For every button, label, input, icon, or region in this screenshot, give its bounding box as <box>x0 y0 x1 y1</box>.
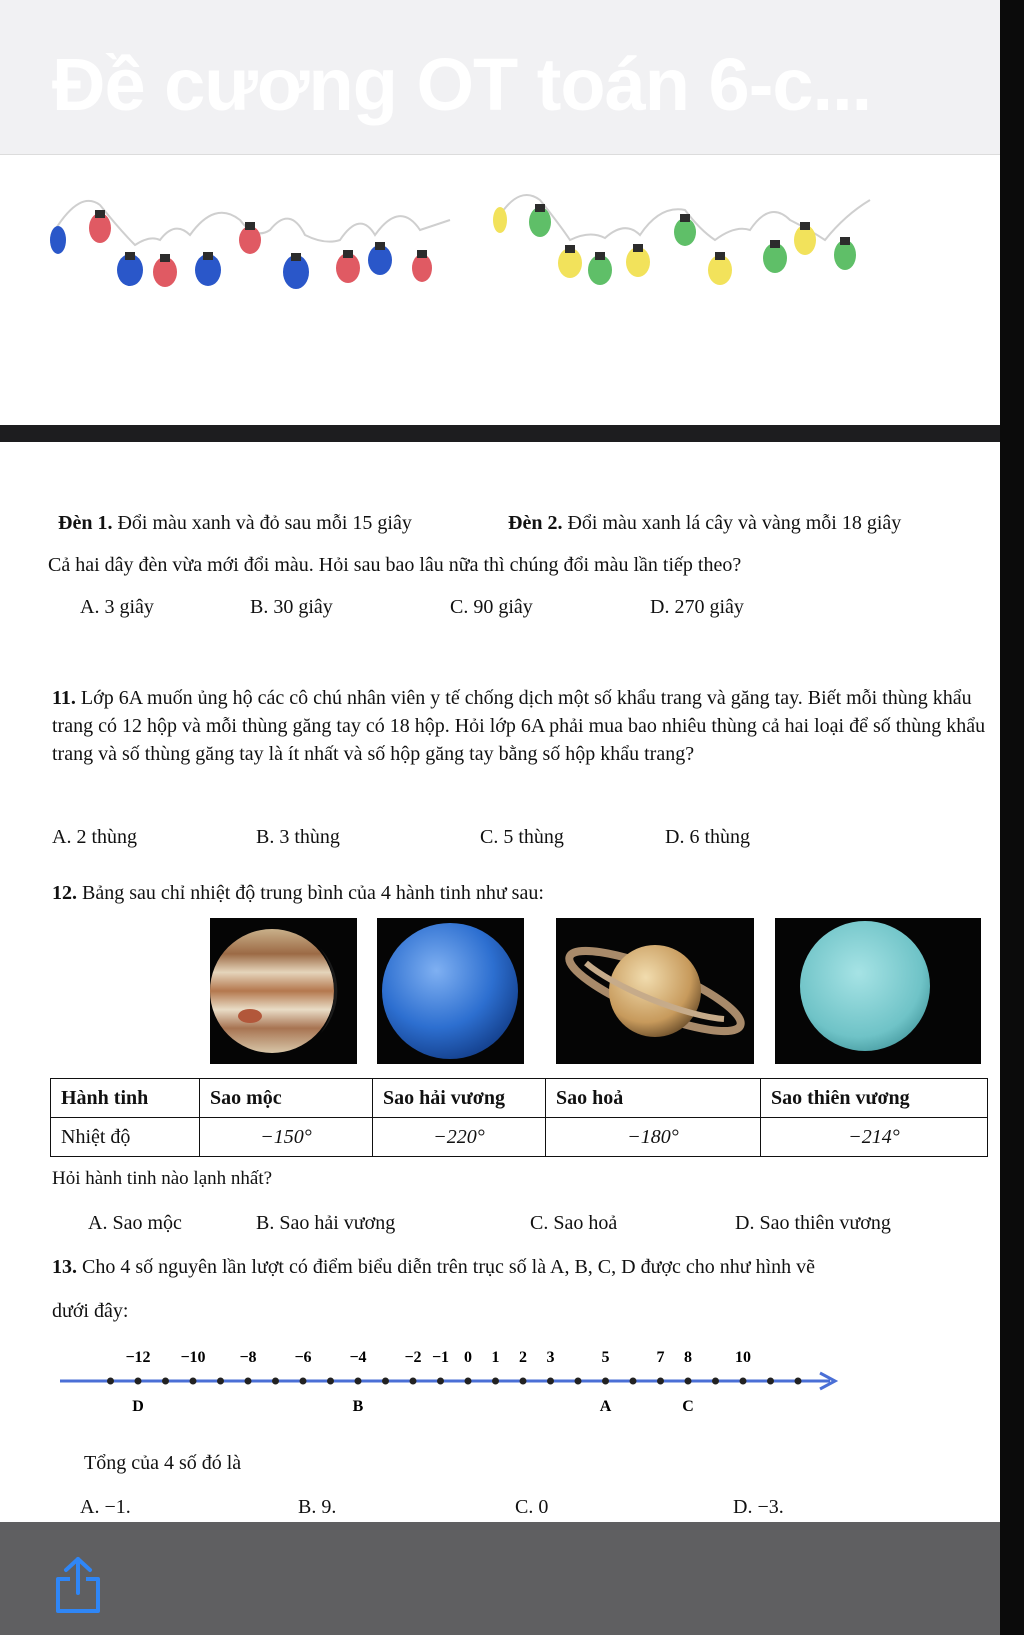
point-label-A: A <box>599 1398 612 1415</box>
light-string-1 <box>50 201 450 289</box>
header-divider <box>0 154 1000 155</box>
axis-tick <box>547 1378 554 1385</box>
axis-tick-label: 0 <box>464 1349 472 1366</box>
q13-text-2: dưới đây: <box>52 1300 129 1322</box>
axis-tick <box>685 1378 692 1385</box>
q11-option-d: D. 6 thùng <box>665 826 750 848</box>
q12-intro: 12. Bảng sau chỉ nhiệt độ trung bình của 4 hành tinh như sau: <box>52 882 544 904</box>
christmas-lights-image <box>40 160 920 310</box>
axis-tick-label: 1 <box>491 1349 500 1366</box>
axis-tick <box>217 1378 224 1385</box>
q11-option-c: C. 5 thùng <box>480 826 564 848</box>
q10-option-a: A. 3 giây <box>80 596 154 618</box>
app-header <box>0 0 1000 155</box>
q11-option-b: B. 3 thùng <box>256 826 340 848</box>
axis-tick <box>437 1378 444 1385</box>
q12-question: Hỏi hành tinh nào lạnh nhất? <box>52 1168 273 1189</box>
axis-tick <box>272 1378 279 1385</box>
axis-tick <box>245 1378 252 1385</box>
axis-tick-label: −2 <box>404 1349 422 1366</box>
axis-tick <box>520 1378 527 1385</box>
q12-option-d: D. Sao thiên vương <box>735 1212 891 1234</box>
axis-tick-label: 5 <box>601 1349 610 1366</box>
number-line <box>60 1345 840 1425</box>
q13-option-b: B. 9. <box>298 1496 337 1518</box>
axis-tick <box>492 1378 499 1385</box>
temperature-table <box>50 1078 988 1157</box>
share-icon <box>52 1555 104 1615</box>
axis-tick <box>575 1378 582 1385</box>
light-string-2 <box>493 195 870 285</box>
table-row <box>51 1079 988 1118</box>
q12-option-a: A. Sao mộc <box>88 1212 182 1234</box>
axis-tick-label: −1 <box>431 1349 450 1366</box>
table-cell: Sao mộc <box>200 1079 373 1118</box>
axis-tick-label: −12 <box>125 1349 151 1366</box>
q13-sum-text: Tổng của 4 số đó là <box>84 1452 242 1474</box>
jupiter-image <box>210 918 357 1064</box>
axis-tick <box>657 1378 664 1385</box>
q11-text: 11. Lớp 6A muốn ủng hộ các cô chú nhân viên y tế chống dịch một số khẩu trang và găng tay. Biết mỗi thùng khẩu trang có 12 hộp và mỗi thùng găng tay có 18 hộp. Hỏi lớp 6A phải mua bao nhiêu thùng cả hai loại để số thùng khẩu trang và số thùng găng tay là ít nhất và số hộp găng tay bằng số hộp khẩu trang? <box>52 687 986 765</box>
q13-text: 13. Cho 4 số nguyên lần lượt có điểm biểu diễn trên trục số là A, B, C, D được cho như hình vẽ <box>52 1256 816 1278</box>
q10-option-b: B. 30 giây <box>250 596 333 618</box>
axis-tick-label: −6 <box>294 1349 312 1366</box>
axis-tick-label: 3 <box>546 1349 555 1366</box>
table-cell: Sao hoả <box>546 1079 761 1118</box>
q13-option-a: A. −1. <box>80 1496 131 1518</box>
table-cell: −214° <box>761 1118 988 1157</box>
q10-option-c: C. 90 giây <box>450 596 533 618</box>
neptune-image <box>377 918 524 1064</box>
axis-tick <box>795 1378 802 1385</box>
table-cell: −220° <box>373 1118 546 1157</box>
point-label-D: D <box>132 1398 144 1415</box>
saturn-image <box>556 918 754 1064</box>
bottom-toolbar <box>0 1522 1000 1635</box>
axis-tick <box>410 1378 417 1385</box>
table-cell: −150° <box>200 1118 373 1157</box>
axis-tick <box>465 1378 472 1385</box>
page-separator <box>0 425 1000 442</box>
q10-option-d: D. 270 giây <box>650 596 744 618</box>
axis-tick <box>382 1378 389 1385</box>
table-cell: Sao hải vương <box>373 1079 546 1118</box>
document-title: Đề cương OT toán 6-c... <box>52 43 872 126</box>
axis-tick <box>712 1378 719 1385</box>
axis-tick <box>135 1378 142 1385</box>
axis-tick-label: −4 <box>349 1349 367 1366</box>
axis-tick <box>740 1378 747 1385</box>
uranus-image <box>775 918 981 1064</box>
light-2-description: Đèn 2. Đổi màu xanh lá cây và vàng mỗi 18 giây <box>508 512 902 534</box>
q13-option-c: C. 0 <box>515 1496 549 1518</box>
axis-tick-label: 10 <box>735 1349 751 1366</box>
axis-tick <box>300 1378 307 1385</box>
axis-tick <box>107 1378 114 1385</box>
axis-tick-label: 8 <box>684 1349 692 1366</box>
point-label-C: C <box>682 1398 694 1415</box>
axis-tick <box>162 1378 169 1385</box>
q11-option-a: A. 2 thùng <box>52 826 137 848</box>
axis-tick-label: −10 <box>180 1349 206 1366</box>
axis-tick <box>327 1378 334 1385</box>
share-button[interactable] <box>52 1555 104 1615</box>
axis-tick-label: −8 <box>239 1349 257 1366</box>
table-header-cell: Hành tinh <box>51 1079 200 1118</box>
axis-tick-label: 7 <box>656 1349 665 1366</box>
q12-option-b: B. Sao hải vương <box>256 1212 396 1234</box>
axis-tick <box>630 1378 637 1385</box>
q12-option-c: C. Sao hoả <box>530 1212 618 1234</box>
right-edge-bar <box>1000 0 1024 1635</box>
table-cell: −180° <box>546 1118 761 1157</box>
table-header-cell: Nhiệt độ <box>51 1118 200 1157</box>
q13-option-d: D. −3. <box>733 1496 784 1518</box>
q10-question: Cả hai dây đèn vừa mới đổi màu. Hỏi sau bao lâu nữa thì chúng đổi màu lần tiếp theo? <box>48 554 742 576</box>
axis-tick <box>190 1378 197 1385</box>
table-row <box>51 1118 988 1157</box>
axis-tick <box>355 1378 362 1385</box>
light-1-description: Đèn 1. Đổi màu xanh và đỏ sau mỗi 15 giây <box>58 512 412 534</box>
axis-tick <box>767 1378 774 1385</box>
axis-tick <box>602 1378 609 1385</box>
table-cell: Sao thiên vương <box>761 1079 988 1118</box>
point-label-B: B <box>352 1398 364 1415</box>
axis-tick-label: 2 <box>519 1349 527 1366</box>
